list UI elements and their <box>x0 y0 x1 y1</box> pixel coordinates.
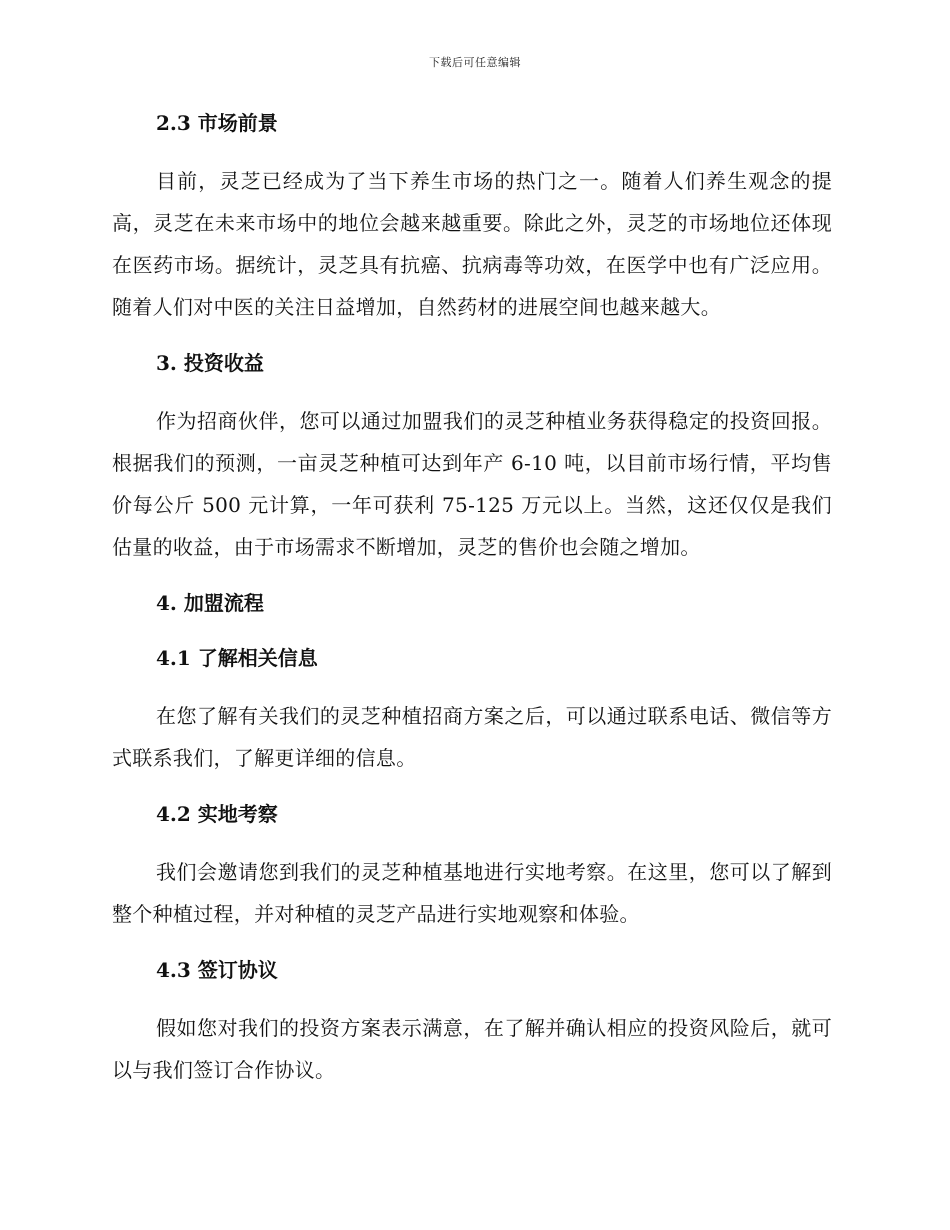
paragraph-learn-info: 在您了解有关我们的灵芝种植招商方案之后，可以通过联系电话、微信等方式联系我们，了解更详细的信息。 <box>112 704 832 770</box>
section-heading-franchise-process: 4. 加盟流程 <box>156 591 264 615</box>
section-heading-investment-return: 3. 投资收益 <box>156 351 264 375</box>
section-heading-sign-agreement: 4.3 签订协议 <box>156 958 278 982</box>
page-header: 下载后可任意编辑 <box>429 56 521 69</box>
paragraph-site-visit: 我们会邀请您到我们的灵芝种植基地进行实地考察。在这里，您可以了解到整个种植过程，并对种植的灵芝产品进行实地观察和体验。 <box>112 860 832 926</box>
section-heading-market-outlook: 2.3 市场前景 <box>156 111 278 135</box>
paragraph-investment-return: 作为招商伙伴，您可以通过加盟我们的灵芝种植业务获得稳定的投资回报。根据我们的预测，一亩灵芝种植可达到年产 6-10 吨，以目前市场行情，平均售价每公斤 500 元计算，一年可获利 75-125 万元以上。当然，这还仅仅是我们估量的收益，由于市场需求不断增加，灵芝的售价也会随之增加。 <box>112 409 832 559</box>
paragraph-market-outlook: 目前，灵芝已经成为了当下养生市场的热门之一。随着人们养生观念的提高，灵芝在未来市场中的地位会越来越重要。除此之外，灵芝的市场地位还体现在医药市场。据统计，灵芝具有抗癌、抗病毒等功效，在医学中也有广泛应用。随着人们对中医的关注日益增加，自然药材的进展空间也越来越大。 <box>112 169 832 319</box>
paragraph-sign-agreement: 假如您对我们的投资方案表示满意，在了解并确认相应的投资风险后，就可以与我们签订合作协议。 <box>112 1016 832 1082</box>
section-heading-site-visit: 4.2 实地考察 <box>156 802 278 826</box>
section-heading-learn-info: 4.1 了解相关信息 <box>156 646 318 670</box>
document-body <box>112 108 832 1091</box>
